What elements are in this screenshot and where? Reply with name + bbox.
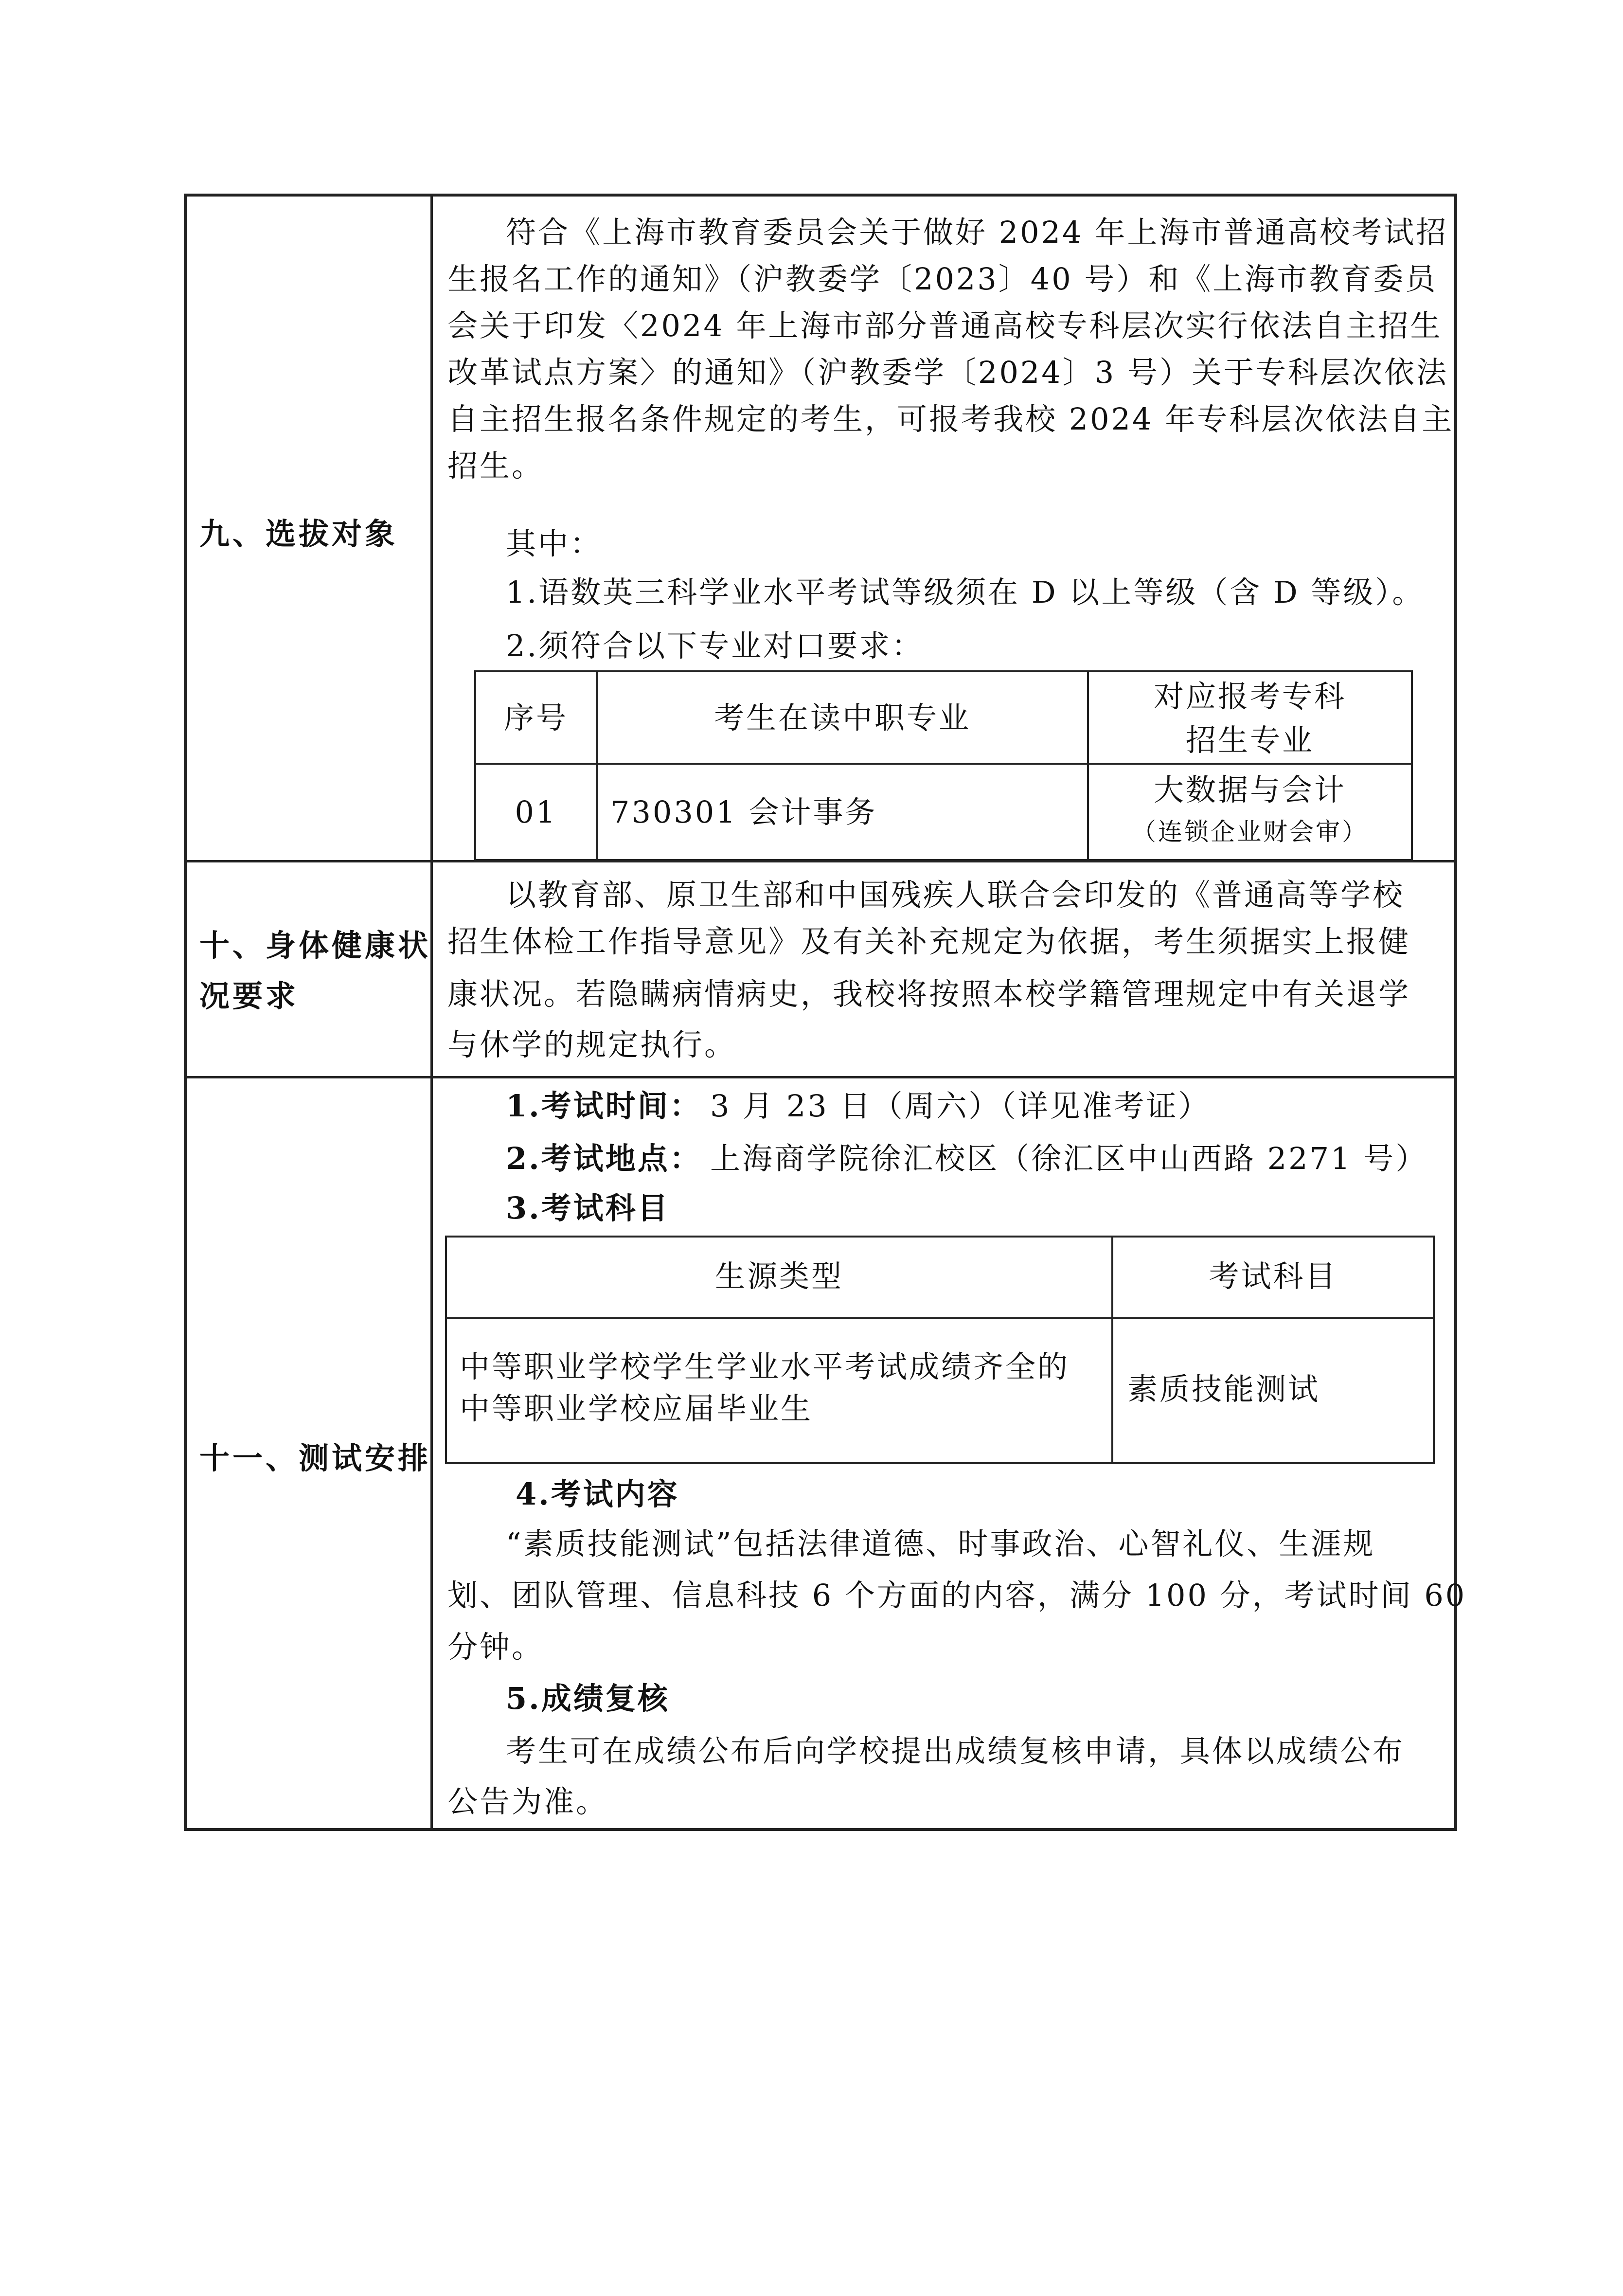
section10-line-2: 招生体检工作指导意见》及有关补充规定为依据，考生须据实上报健 bbox=[447, 924, 1411, 959]
exam-subjects-heading: 3.考试科目 bbox=[506, 1190, 670, 1226]
section10-line-1: 以教育部、原卫生部和中国残疾人联合会印发的《普通高等学校 bbox=[506, 877, 1405, 913]
section10-line-3: 康状况。若隐瞒病情病史，我校将按照本校学籍管理规定中有关退学 bbox=[447, 976, 1411, 1012]
major-table-cell-target: 大数据与会计 bbox=[1153, 772, 1346, 807]
major-table-header-no: 序号 bbox=[503, 700, 568, 735]
exam-content-line-3: 分钟。 bbox=[447, 1629, 544, 1665]
major-table-cell-target-note: （连锁企业财会审） bbox=[1132, 818, 1368, 846]
exam-content-line-1: “素质技能测试”包括法律道德、时事政治、心智礼仪、生涯规 bbox=[506, 1526, 1375, 1561]
subject-table-header-type: 生源类型 bbox=[714, 1258, 843, 1294]
table-left-border bbox=[184, 194, 187, 1831]
table-top-border bbox=[184, 194, 1457, 197]
major-table-header-major: 考生在读中职专业 bbox=[713, 700, 971, 735]
major-table-header-target-line2: 招生专业 bbox=[1185, 722, 1314, 758]
score-review-line-1: 考生可在成绩公布后向学校提出成绩复核申请，具体以成绩公布 bbox=[506, 1733, 1405, 1769]
section9-among: 其中： bbox=[506, 526, 603, 561]
exam-place-value: 上海商学院徐汇校区（徐汇区中山西路 2271 号） bbox=[710, 1141, 1428, 1176]
exam-content-heading: 4.考试内容 bbox=[516, 1476, 679, 1512]
section10-label-line-2: 况要求 bbox=[199, 978, 299, 1014]
row-divider-10-11 bbox=[184, 1076, 1457, 1078]
section9-label: 九、选拔对象 bbox=[199, 516, 398, 552]
subject-table-header-divider bbox=[445, 1317, 1435, 1319]
section9-line-5: 自主招生报名条件规定的考生，可报考我校 2024 年专科层次依法自主 bbox=[447, 401, 1454, 437]
section9-line-6: 招生。 bbox=[447, 448, 544, 484]
subject-table-cell-subject: 素质技能测试 bbox=[1127, 1371, 1320, 1407]
subject-table-cell-type-line-2: 中等职业学校应届毕业生 bbox=[460, 1391, 813, 1426]
section10-line-4: 与休学的规定执行。 bbox=[447, 1027, 737, 1062]
section9-line-2: 生报名工作的通知》（沪教委学〔2023〕40 号）和《上海市教育委员 bbox=[447, 261, 1438, 297]
section9-line-3: 会关于印发〈2024 年上海市部分普通高校专科层次实行依法自主招生 bbox=[447, 308, 1443, 343]
score-review-heading: 5.成绩复核 bbox=[506, 1681, 670, 1716]
section10-label-line-1: 十、身体健康状 bbox=[199, 928, 431, 963]
exam-time-label: 1.考试时间： bbox=[506, 1088, 702, 1124]
section9-line-1: 符合《上海市教育委员会关于做好 2024 年上海市普通高校考试招 bbox=[506, 215, 1448, 250]
exam-time-value: 3 月 23 日（周六）（详见准考证） bbox=[710, 1088, 1211, 1124]
exam-content-line-2: 划、团队管理、信息科技 6 个方面的内容，满分 100 分，考试时间 60 bbox=[447, 1578, 1467, 1613]
major-table-cell-no: 01 bbox=[515, 794, 557, 830]
exam-place-label: 2.考试地点： bbox=[506, 1141, 702, 1176]
section9-line-4: 改革试点方案〉的通知》（沪教委学〔2024〕3 号）关于专科层次依法 bbox=[447, 355, 1448, 390]
major-table-cell-major: 730301 会计事务 bbox=[610, 794, 877, 830]
section9-item1: 1.语数英三科学业水平考试等级须在 D 以上等级（含 D 等级）。 bbox=[506, 574, 1425, 610]
subject-table-header-subject: 考试科目 bbox=[1209, 1258, 1338, 1294]
score-review-line-2: 公告为准。 bbox=[447, 1784, 608, 1819]
label-column-divider bbox=[430, 194, 433, 1831]
major-table-header-target-line1: 对应报考专科 bbox=[1153, 679, 1346, 714]
section9-item2: 2.须符合以下专业对口要求： bbox=[506, 628, 924, 664]
section11-label: 十一、测试安排 bbox=[199, 1440, 431, 1476]
subject-table-cell-type-line-1: 中等职业学校学生学业水平考试成绩齐全的 bbox=[460, 1349, 1070, 1384]
table-bottom-border bbox=[184, 1828, 1457, 1831]
